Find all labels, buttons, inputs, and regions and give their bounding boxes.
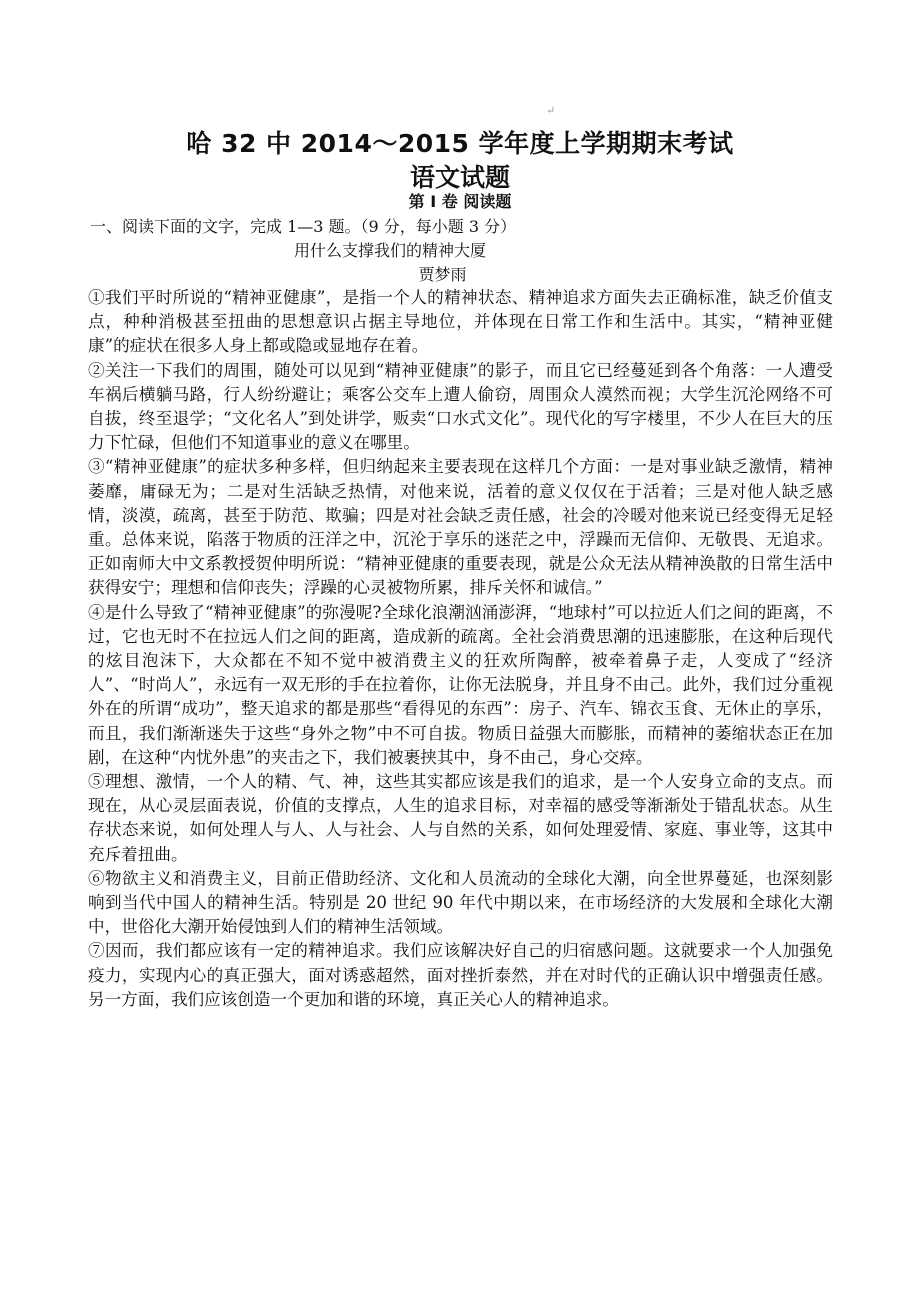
exam-title: 哈 32 中 2014～2015 学年度上学期期末考试 [186,129,734,158]
exam-subtitle: 语文试题 [409,163,510,192]
paragraph-mark-icon: ↵ [546,104,556,117]
paragraph-6: ⑥物欲主义和消费主义，目前正借助经济、文化和人员流动的全球化大潮，向全世界蔓延，也深刻影响到当代中国人的精神生活。特别是 20 世纪 90 年代中期以来，在市场经济的大发展和全球化大潮中，世俗化大潮开始侵蚀到人们的精神生活领域。 [88,868,833,937]
article-title: 用什么支撑我们的精神大厦 [293,241,486,260]
paragraph-4: ④是什么导致了“精神亚健康”的弥漫呢?全球化浪潮汹涌澎湃，“地球村”可以拉近人们之间的距离，不过，它也无时不在拉远人们之间的距离，造成新的疏离。全社会消费思潮的迅速膨胀，在这种后现代的炫目泡沫下，大众都在不知不觉中被消费主义的狂欢所陶醉，被牵着鼻子走，人变成了“经济人”、“时尚人”，永远有一双无形的手在拉着你，让你无法脱身，并且身不由己。此外，我们过分重视外在的所谓“成功”，整天追求的都是那些“看得见的东西”：房子、汽车、锦衣玉食、无休止的享乐，而且，我们渐渐迷失于这些“身外之物”中不可自拔。物质日益强大而膨胀，而精神的萎缩状态正在加剧，在这种“内忧外患”的夹击之下，我们被裹挟其中，身不由己，身心交瘁。 [88,602,833,767]
section-instruction: 一、阅读下面的文字，完成 1—3 题。（9 分，每小题 3 分） [90,217,517,236]
paragraph-1: ①我们平时所说的“精神亚健康”，是指一个人的精神状态、精神追求方面失去正确标准，缺乏价值支点，种种消极甚至扭曲的思想意识占据主导地位，并体现在日常工作和生活中。其实，“精神亚健康”的症状在很多人身上都或隐或显地存在着。 [88,288,833,356]
paragraph-2: ②关注一下我们的周围，随处可以见到“精神亚健康”的影子，而且它已经蔓延到各个角落：一人遭受车祸后横躺马路，行人纷纷避让；乘客公交车上遭人偷窃，周围众人漠然而视；大学生沉沦网络不可自拔，终至退学；“文化名人”到处讲学，贩卖“口水式文化”。现代化的写字楼里，不少人在巨大的压力下忙碌，但他们不知道事业的意义在哪里。 [88,360,833,453]
article-body [88,286,833,1012]
volume-heading: 第 I 卷 阅读题 [408,192,512,211]
paragraph-5: ⑤理想、激情，一个人的精、气、神，这些其实都应该是我们的追求，是一个人安身立命的支点。而现在，从心灵层面表说，价值的支撑点，人生的追求目标，对幸福的感受等渐渐处于错乱状态。从生存状态来说，如何处理人与人、人与社会、人与自然的关系，如何处理爱情、家庭、事业等，这其中充斥着扭曲。 [88,772,833,864]
paragraph-3: ③“精神亚健康”的症状多种多样，但归纳起来主要表现在这样几个方面：一是对事业缺乏激情，精神萎靡，庸碌无为；二是对生活缺乏热情，对他来说，活着的意义仅仅在于活着；三是对他人缺乏感情，淡漠，疏离，甚至于防范、欺骗；四是对社会缺乏责任感，社会的冷暖对他来说已经变得无足轻重。总体来说，陷落于物质的汪洋之中，沉沦于享乐的迷茫之中，浮躁而无信仰、无敬畏、无追求。正如南师大中文系教授贺仲明所说：“精神亚健康的重要表现，就是公众无法从精神涣散的日常生活中获得安宁；理想和信仰丧失；浮躁的心灵被物所累，排斥关怀和诚信。” [88,457,833,598]
article-author: 贾梦雨 [418,265,467,284]
paragraph-7: ⑦因而，我们都应该有一定的精神追求。我们应该解决好自己的归宿感问题。这就要求一个人加强免疫力，实现内心的真正强大，面对诱惑超然，面对挫折泰然，并在对时代的正确认识中增强责任感。另一方面，我们应该创造一个更加和谐的环境，真正关心人的精神追求。 [88,941,833,1009]
